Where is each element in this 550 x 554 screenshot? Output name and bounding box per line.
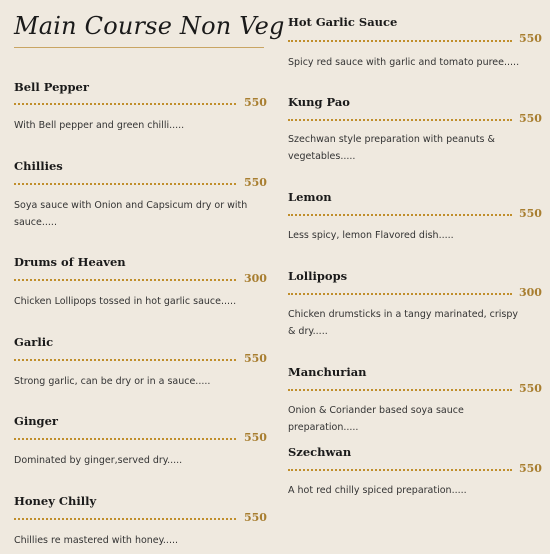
leader-dots [14,359,236,361]
item-name: Szechwan [288,445,352,459]
item-description: Soya sauce with Onion and Capsicum dry or with sauce..... [14,200,248,228]
item-price: 300 [244,272,267,285]
menu-item-kung-pao [288,94,540,174]
item-description: A hot red chilly spiced preparation..... [288,485,467,496]
menu-item-honey-chilly [14,493,267,553]
leader-dots [288,469,512,471]
leader-dots [14,438,236,440]
item-description: Szechwan style preparation with peanuts & vegetables..... [288,134,495,162]
item-price: 550 [519,112,542,125]
item-name: Lemon [288,190,332,204]
item-name: Kung Pao [288,95,350,109]
menu-item-chillies [14,158,267,238]
leader-dots [288,119,512,121]
item-description: Chillies re mastered with honey..... [14,535,179,546]
item-name: Honey Chilly [14,494,97,508]
item-price: 550 [519,382,542,395]
item-description: With Bell pepper and green chilli..... [14,120,185,131]
section-title: Main Course Non Veg [14,12,285,40]
item-name: Bell Pepper [14,80,89,94]
item-name: Lollipops [288,269,348,283]
menu-item-szechwan [288,444,540,504]
menu-item-ginger [14,413,267,473]
item-price: 550 [244,431,267,444]
item-name: Chillies [14,159,63,173]
item-price: 550 [244,176,267,189]
item-description: Dominated by ginger,served dry..... [14,455,183,466]
menu-item-hot-garlic-sauce [288,14,540,74]
item-description: Onion & Coriander based soya sauce preparation..... [288,405,464,433]
item-price: 550 [244,511,267,524]
item-name: Hot Garlic Sauce [288,15,398,29]
item-price: 550 [244,352,267,365]
item-price: 550 [519,462,542,475]
leader-dots [288,293,512,295]
title-divider [14,47,264,48]
leader-dots [14,183,236,185]
menu-item-drums-of-heaven [14,254,267,314]
menu-item-manchurian [288,364,542,433]
item-price: 550 [519,207,542,220]
item-name: Manchurian [288,365,367,379]
item-description: Chicken drumsticks in a tangy marinated, crispy & dry..... [288,309,519,337]
menu-item-garlic [14,334,267,394]
leader-dots [288,40,512,42]
item-name: Drums of Heaven [14,255,126,269]
leader-dots [288,389,512,391]
item-name: Ginger [14,414,58,428]
leader-dots [14,279,236,281]
leader-dots [288,214,512,216]
menu-item-lemon [288,189,540,249]
leader-dots [14,518,236,520]
menu-item-bell-pepper [14,79,267,139]
item-description: Spicy red sauce with garlic and tomato puree..... [288,57,520,68]
item-price: 550 [244,96,267,109]
item-name: Garlic [14,335,54,349]
item-description: Chicken Lollipops tossed in hot garlic sauce..... [14,296,237,307]
item-price: 550 [519,32,542,45]
item-description: Less spicy, lemon Flavored dish..... [288,230,454,241]
leader-dots [14,103,236,105]
item-description: Strong garlic, can be dry or in a sauce..... [14,376,211,387]
menu-item-lollipops [288,268,540,348]
item-price: 300 [519,286,542,299]
